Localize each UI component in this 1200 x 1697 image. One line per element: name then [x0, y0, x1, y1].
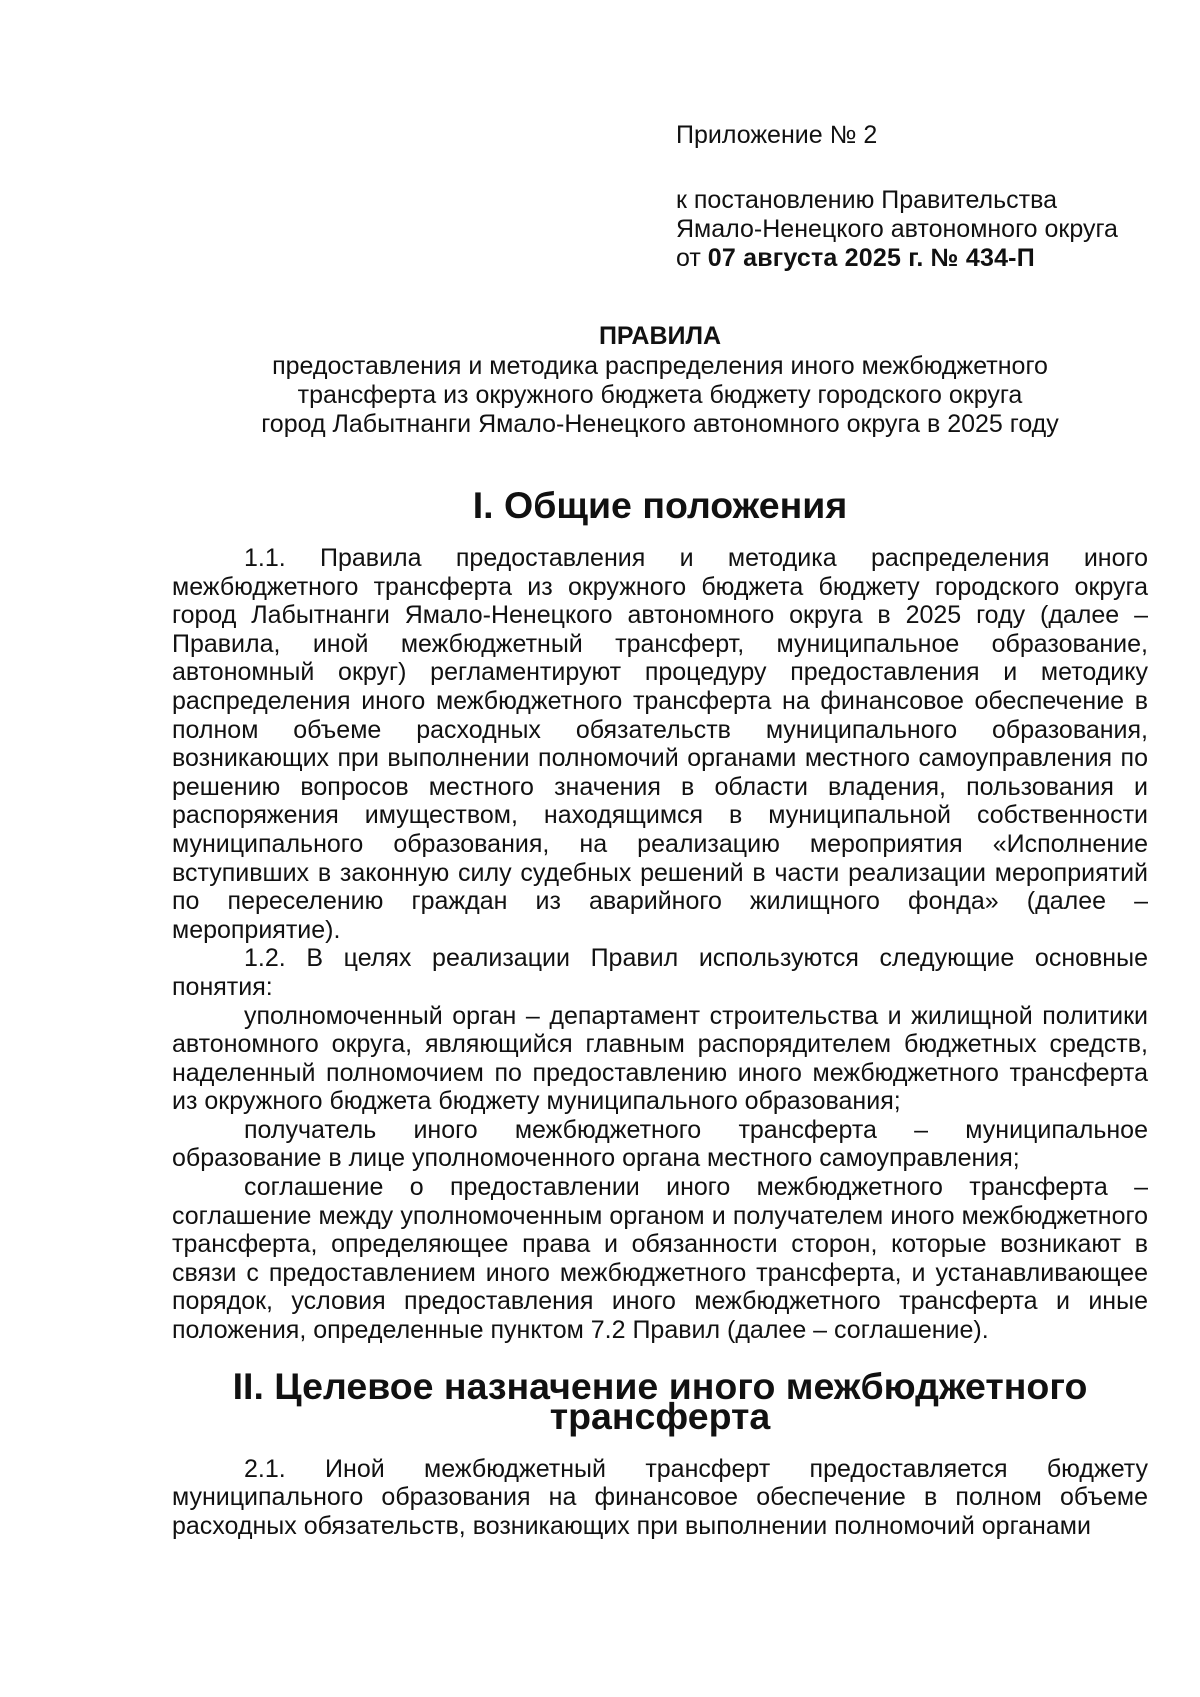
title-sub-3: город Лабытнанги Ямало-Ненецкого автономного округа в 2025 году	[261, 410, 1059, 438]
annex-title: Приложение № 2	[676, 121, 878, 149]
annex-line-1: к постановлению Правительства	[676, 186, 1058, 214]
paragraph-2-1: 2.1. Иной межбюджетный трансферт предоставляется бюджету муниципального образования на финансовое обеспечение в полном объеме расходных обязательств, возникающих при выполнении полномочий органами	[172, 1454, 1148, 1540]
annex-block	[676, 120, 1156, 273]
paragraph-1-1: 1.1. Правила предоставления и методика распределения иного межбюджетного трансферта из окружного бюджета бюджету городского округа город Лабытнанги Ямало-Ненецкого автономного округа в 2025 году (далее – Правила, иной межбюджетный трансферт, муниципальное образование, автономный округ) регламентируют процедуру предоставления и методику распределения иного межбюджетного трансферта на финансовое обеспечение в полном объеме расходных обязательств муниципального образования, возникающих при выполнении полномочий органами местного самоуправления по решению вопросов местного значения в области владения, пользования и распоряжения имуществом, находящимся в муниципальной собственности муниципального образования, на реализацию мероприятия «Исполнение вступивших в законную силу судебных решений в части реализации мероприятий по переселению граждан из аварийного жилищного фонда» (далее – мероприятие).	[172, 544, 1148, 944]
annex-date-value: 07 августа 2025 г. № 434-П	[707, 244, 1035, 272]
paragraph-1-2: 1.2. В целях реализации Правил используются следующие основные понятия:	[172, 944, 1148, 1001]
title-sub-2: трансферта из окружного бюджета бюджету городского округа	[297, 381, 1023, 409]
document-body	[172, 484, 1148, 1540]
annex-date-prefix: от	[676, 244, 701, 272]
section-1-heading: I. Общие положения	[472, 484, 848, 526]
definition-authorized-body: уполномоченный орган – департамент строительства и жилищной политики автономного округа, являющийся главным распорядителем бюджетных средств, наделенный полномочием по предоставлению иного межбюджетного трансферта из окружного бюджета бюджету муниципального образования;	[172, 1001, 1148, 1116]
annex-line-2: Ямало-Ненецкого автономного округа	[676, 215, 1118, 243]
section-2-heading: II. Целевое назначение иного межбюджетного трансферта	[232, 1364, 1088, 1437]
annex-reference	[676, 186, 1156, 273]
title-sub-1: предоставления и методика распределения иного межбюджетного	[272, 352, 1048, 380]
annex-date-line	[676, 244, 1156, 273]
definition-agreement: соглашение о предоставлении иного межбюджетного трансферта – соглашение между уполномоченным органом и получателем иного межбюджетного трансферта, определяющее права и обязанности сторон, которые возникают в связи с предоставлением иного межбюджетного трансферта, и устанавливающее порядок, условия предоставления иного межбюджетного трансферта и иные положения, определенные пунктом 7.2 Правил (далее – соглашение).	[172, 1173, 1148, 1345]
definition-recipient: получатель иного межбюджетного трансферта – муниципальное образование в лице уполномоченного органа местного самоуправления;	[172, 1115, 1148, 1173]
document-title	[170, 320, 1150, 439]
title-main: ПРАВИЛА	[598, 322, 722, 350]
